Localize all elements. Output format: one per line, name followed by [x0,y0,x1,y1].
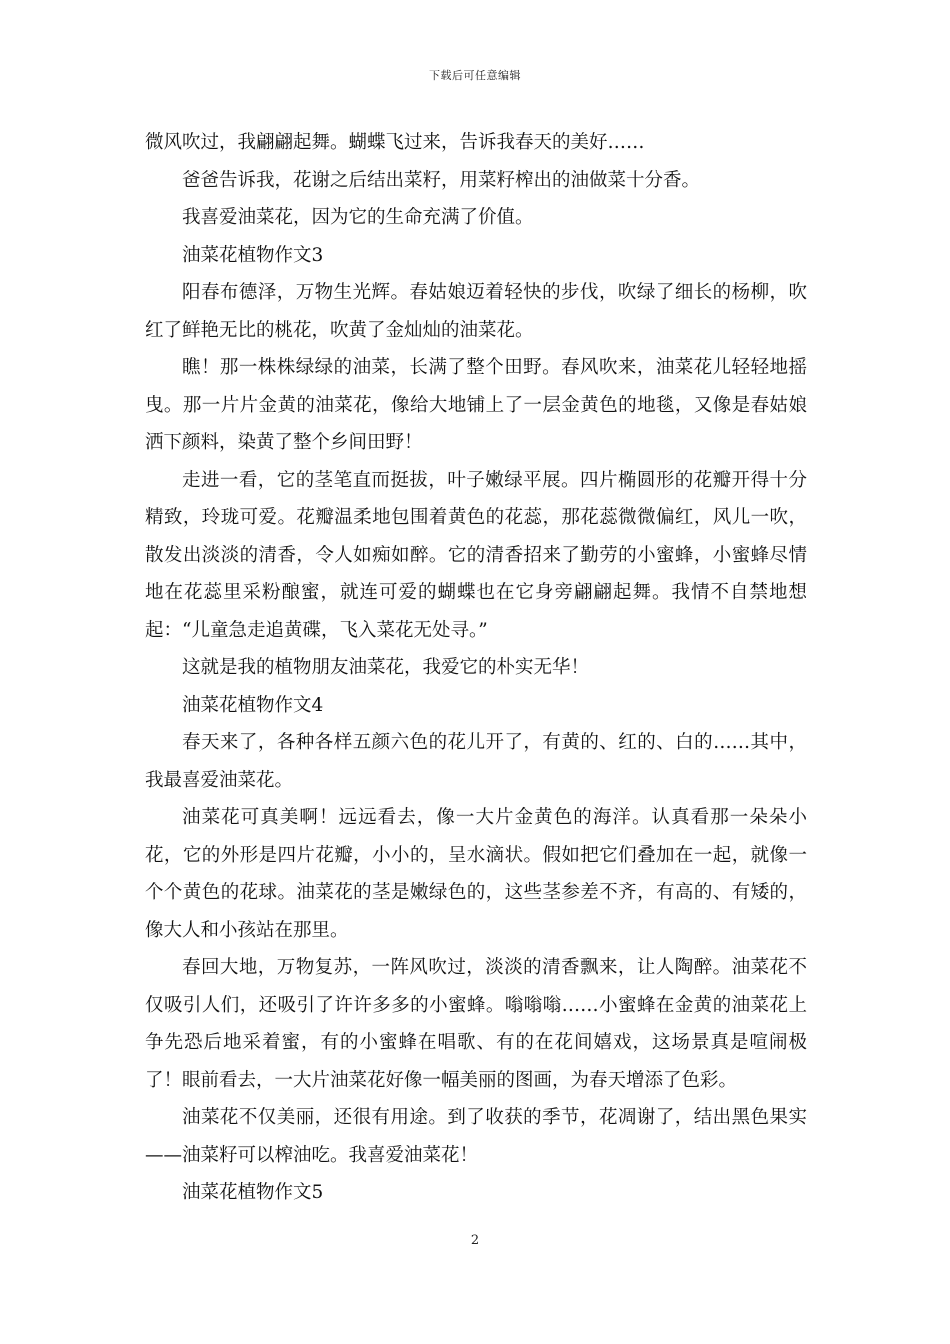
paragraph: 这就是我的植物朋友油菜花，我爱它的朴实无华！ [182,657,590,678]
page-number: 2 [470,1233,480,1248]
paragraph: 油菜花可真美啊！远远看去，像一大片金黄色的海洋。认真看那一朵朵小花，它的外形是四片花瓣，小小的，呈水滴状。假如把它们叠加在一起，就像一个个黄色的花球。油菜花的茎是嫩绿色的，这些茎参差不齐，有高的、有矮的，像大人和小孩站在那里。 [145,807,807,941]
section-heading: 油菜花植物作文4 [182,694,324,716]
section-heading: 油菜花植物作文5 [182,1182,324,1203]
paragraph: 微风吹过，我翩翩起舞。蝴蝶飞过来，告诉我春天的美好…… [145,132,645,153]
paragraph: 春回大地，万物复苏，一阵风吹过，淡淡的清香飘来，让人陶醉。油菜花不仅吸引人们，还吸引了许许多多的小蜜蜂。嗡嗡嗡……小蜜蜂在金黄的油菜花上争先恐后地采着蜜，有的小蜜蜂在唱歌、有的在花间嬉戏，这场景真是喧闹极了！眼前看去，一大片油菜花好像一幅美丽的图画，为春天增添了色彩。 [145,957,807,1091]
paragraph: 走进一看，它的茎笔直而挺拔，叶子嫩绿平展。四片椭圆形的花瓣开得十分精致，玲珑可爱。花瓣温柔地包围着黄色的花蕊，那花蕊微微偏红，风儿一吹，散发出淡淡的清香，令人如痴如醉。它的清香招来了勤劳的小蜜蜂，小蜜蜂尽情地在花蕊里采粉酿蜜，就连可爱的蝴蝶也在它身旁翩翩起舞。我情不自禁地想起：“儿童急走追黄碟，飞入菜花无处寻。” [145,469,807,641]
paragraph: 爸爸告诉我，花谢之后结出菜籽，用菜籽榨出的油做菜十分香。 [182,169,701,191]
paragraph: 瞧！那一株株绿绿的油菜，长满了整个田野。春风吹来，油菜花儿轻轻地摇曳。那一片片金黄的油菜花，像给大地铺上了一层金黄色的地毯，又像是春姑娘洒下颜料，染黄了整个乡间田野！ [145,357,807,453]
section-heading: 油菜花植物作文3 [182,244,324,266]
document-body [145,124,807,1212]
paragraph: 春天来了，各种各样五颜六色的花儿开了，有黄的、红的、白的……其中，我最喜爱油菜花。 [145,732,807,791]
paragraph: 阳春布德泽，万物生光辉。春姑娘迈着轻快的步伐，吹绿了细长的杨柳，吹红了鲜艳无比的桃花，吹黄了金灿灿的油菜花。 [145,282,807,341]
paragraph: 我喜爱油菜花，因为它的生命充满了价值。 [182,207,534,228]
page-header: 下载后可任意编辑 [429,69,521,82]
paragraph: 油菜花不仅美丽，还很有用途。到了收获的季节，花凋谢了，结出黑色果实——油菜籽可以榨油吃。我喜爱油菜花！ [145,1107,807,1166]
